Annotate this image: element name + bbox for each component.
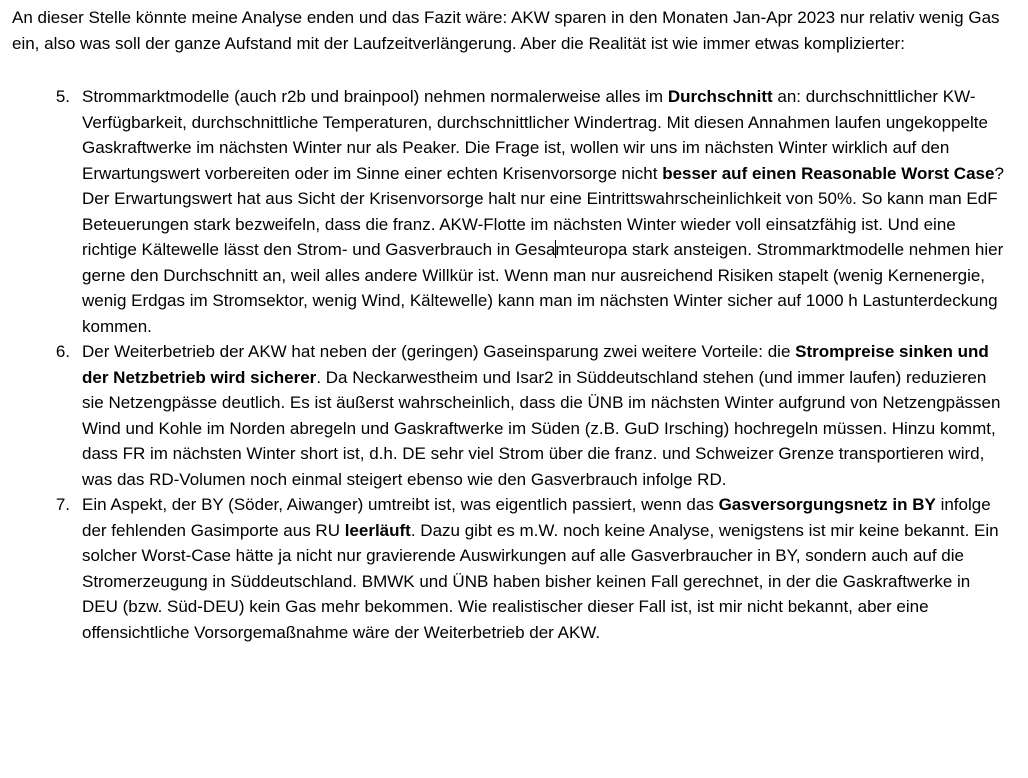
item-text: Strommarktmodelle (auch r2b und brainpool) nehmen normalerweise alles im — [82, 87, 668, 106]
list-item-number: 6. — [55, 342, 70, 361]
item-text: infolge der fehlenden Gasimporte aus RU — [82, 495, 991, 540]
item-bold-text: besser auf einen Reasonable Worst Case — [662, 163, 995, 183]
intro-paragraph: An dieser Stelle könnte meine Analyse enden und das Fazit wäre: AKW sparen in den Monaten Jan-Apr 2023 nur relativ wenig Gas ein, also was soll der ganze Aufstand mit der Laufzeitverlängerung. Aber die Realität ist wie immer etwas komplizierter: — [12, 8, 1000, 53]
list-item — [12, 492, 1008, 645]
item-text: an: durchschnittlicher KW-Verfügbarkeit, durchschnittliche Temperaturen, durchschnittlicher Windertrag. Mit diesen Annahmen laufen ungekoppelte Gaskraftwerke im nächsten Winter nur als Peaker. Die Frage ist, wollen wir uns im nächsten Winter wirklich auf den Erwartungswert vorbereiten oder im Sinne einer echten Krisenvorsorge nicht — [82, 87, 988, 183]
item-text: ? Der Erwartungswert hat aus Sicht der Krisenvorsorge halt nur eine Eintrittswahrscheinlichkeit von 50%. So kann man EdF Beteuerungen stark bezweifeln, dass die franz. AKW-Flotte im nächsten Winter wieder voll einsatzfähig ist. Und eine richtige Kältewelle lässt den Strom- und Gasverbrauch in Gesa — [82, 163, 1004, 259]
item-bold-text: leerläuft — [344, 520, 411, 540]
item-text: Der Weiterbetrieb der AKW hat neben der (geringen) Gaseinsparung zwei weitere Vorteile: die — [82, 342, 796, 361]
item-text: mteuropa stark ansteigen. Strommarktmodelle nehmen hier gerne den Durchschnitt an, weil alles andere Willkür ist. Wenn man nur ausreichend Risiken stapelt (wenig Kernenergie, wenig Erdgas im Stromsektor, wenig Wind, Kältewelle) kann man im nächsten Winter sicher auf 1000 h Lastunterdeckung kommen. — [82, 240, 1004, 336]
item-bold-text: Gasversorgungsnetz in BY — [718, 495, 936, 514]
list-item — [12, 84, 1008, 339]
list-item-number: 7. — [55, 495, 70, 514]
list-item — [12, 339, 1008, 492]
item-text: Ein Aspekt, der BY (Söder, Aiwanger) umtreibt ist, was eigentlich passiert, wenn das — [82, 495, 719, 514]
item-bold-text: Strompreise sinken und der Netzbetrieb wird sicherer — [82, 342, 989, 387]
item-text: . Dazu gibt es m.W. noch keine Analyse, wenigstens ist mir keine bekannt. Ein solcher Worst-Case hätte ja nicht nur gravierende Auswirkungen auf alle Gasverbraucher in BY, sondern auch auf die Stromerzeugung in Süddeutschland. BMWK und ÜNB haben bisher keinen Fall gerechnet, in der die Gaskraftwerke in DEU (bzw. Süd-DEU) kein Gas mehr bekommen. Wie realistischer dieser Fall ist, ist mir nicht bekannt, aber eine offensichtliche Vorsorgemaßnahme wäre der Weiterbetrieb der AKW. — [82, 520, 999, 642]
item-bold-text: Durchschnitt — [667, 87, 773, 106]
numbered-list — [12, 84, 1008, 645]
item-text: . Da Neckarwestheim und Isar2 in Süddeutschland stehen (und immer laufen) reduzieren sie Netzengpässe deutlich. Es ist äußerst wahrscheinlich, dass die ÜNB im nächsten Winter aufgrund von Netzengpässen Wind und Kohle im Norden abregeln und Gaskraftwerke im Süden (z.B. GuD Irsching) hochregeln müssen. Hinzu kommt, dass FR im nächsten Winter short ist, d.h. DE sehr viel Strom über die franz. und Schweizer Grenze transportieren wird, was das RD-Volumen noch einmal steigert ebenso wie den Gasverbrauch infolge RD. — [82, 367, 1001, 489]
list-item-number: 5. — [55, 87, 70, 106]
